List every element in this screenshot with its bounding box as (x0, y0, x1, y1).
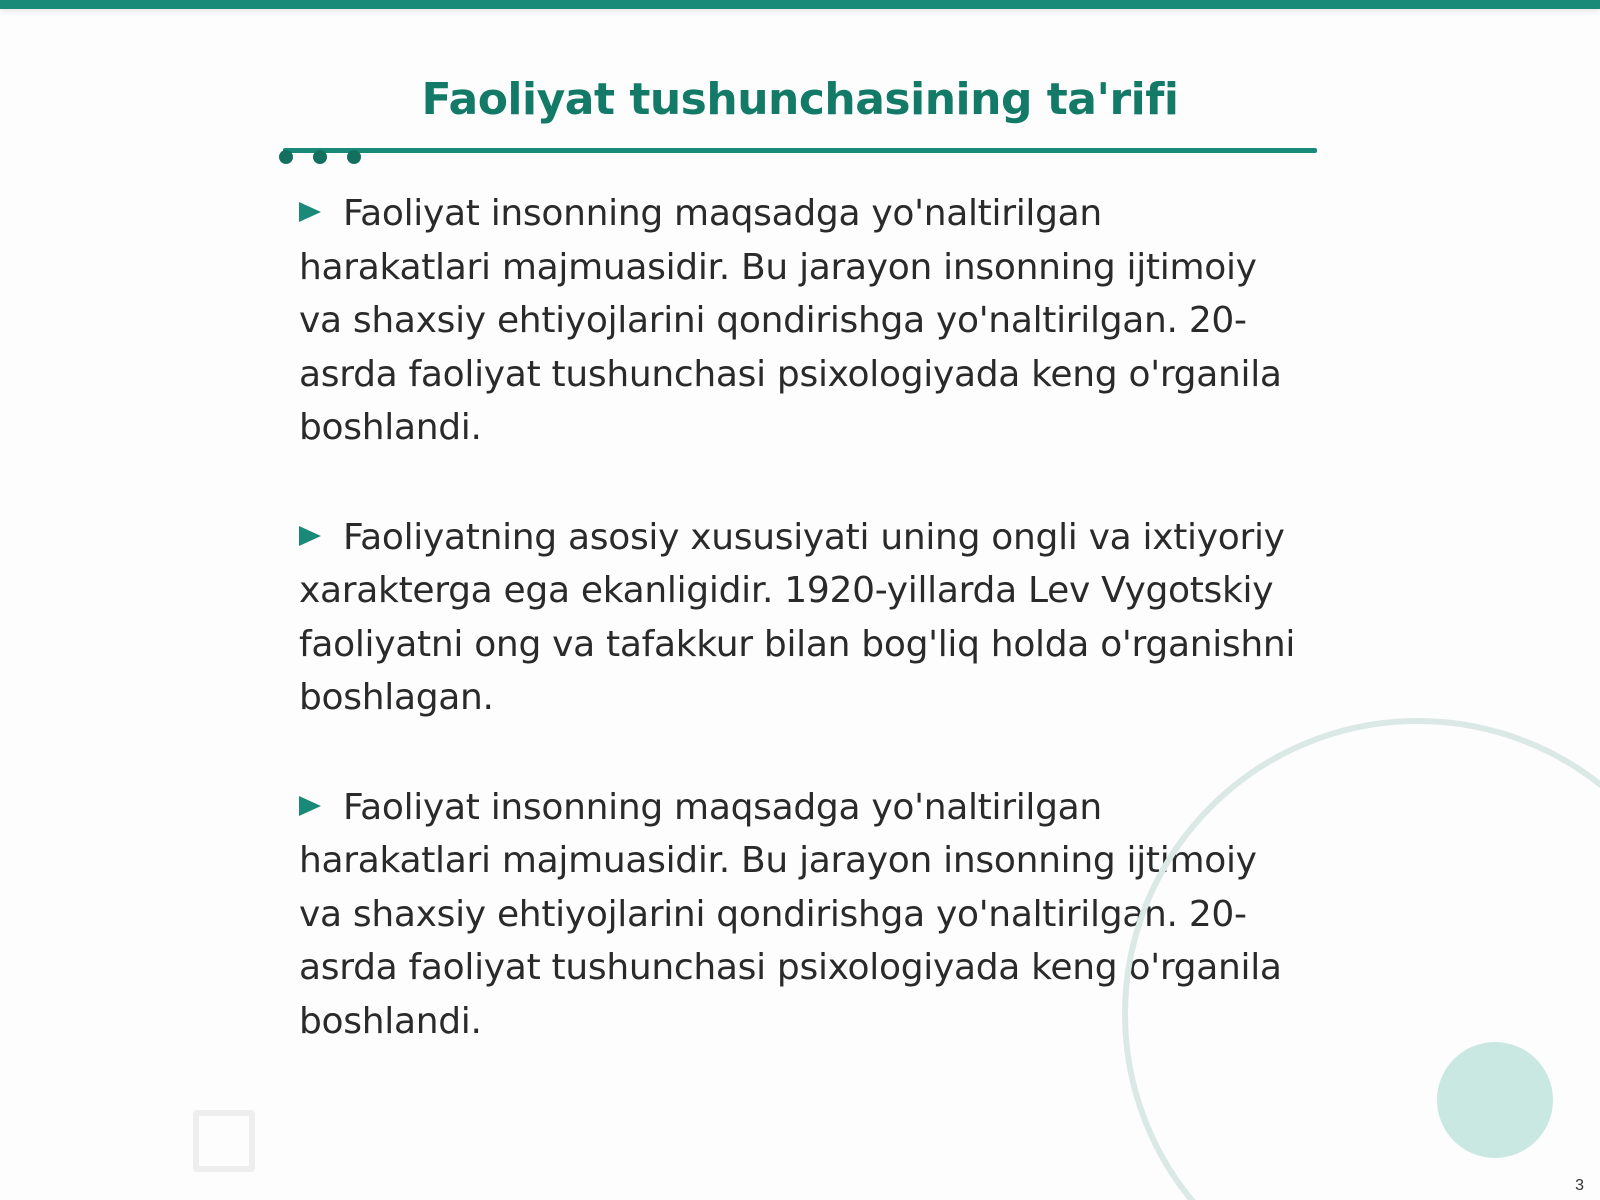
bullet-text: Faoliyat insonning maqsadga yo'naltirilgan harakatlari majmuasidir. Bu jarayon insonning ijtimoiy va shaxsiy ehtiyojlarini qondirishga yo'naltirilgan. 20-asrda faoliyat tushunchasi psixologiyada keng o'rganila boshlandi. (299, 786, 1282, 1042)
triangle-right-icon (299, 526, 321, 546)
decorative-square (193, 1110, 255, 1172)
bullet-item (299, 187, 1299, 455)
triangle-right-icon (299, 796, 321, 816)
decor-dot (347, 150, 361, 164)
triangle-right-icon (299, 202, 321, 222)
title-underline (283, 148, 1317, 153)
page-number: 3 (1575, 1177, 1584, 1194)
decorative-circle (1437, 1042, 1553, 1158)
bullet-text: Faoliyat insonning maqsadga yo'naltirilgan harakatlari majmuasidir. Bu jarayon insonning ijtimoiy va shaxsiy ehtiyojlarini qondirishga yo'naltirilgan. 20-asrda faoliyat tushunchasi psixologiyada keng o'rganila boshlandi. (299, 193, 1282, 448)
bullet-item (299, 511, 1299, 725)
bullet-text: Faoliyatning asosiy xususiyati uning ongli va ixtiyoriy xarakterga ega ekanligidir. 1920-yillarda Lev Vygotskiy faoliyatni ong va tafakkur bilan bog'liq holda o'rganishni boshlagan. (299, 516, 1296, 718)
decor-dot (313, 150, 327, 164)
slide-title: Faoliyat tushunchasining ta'rifi (421, 74, 1179, 125)
decor-dot (279, 150, 293, 164)
top-accent-bar (0, 0, 1600, 9)
